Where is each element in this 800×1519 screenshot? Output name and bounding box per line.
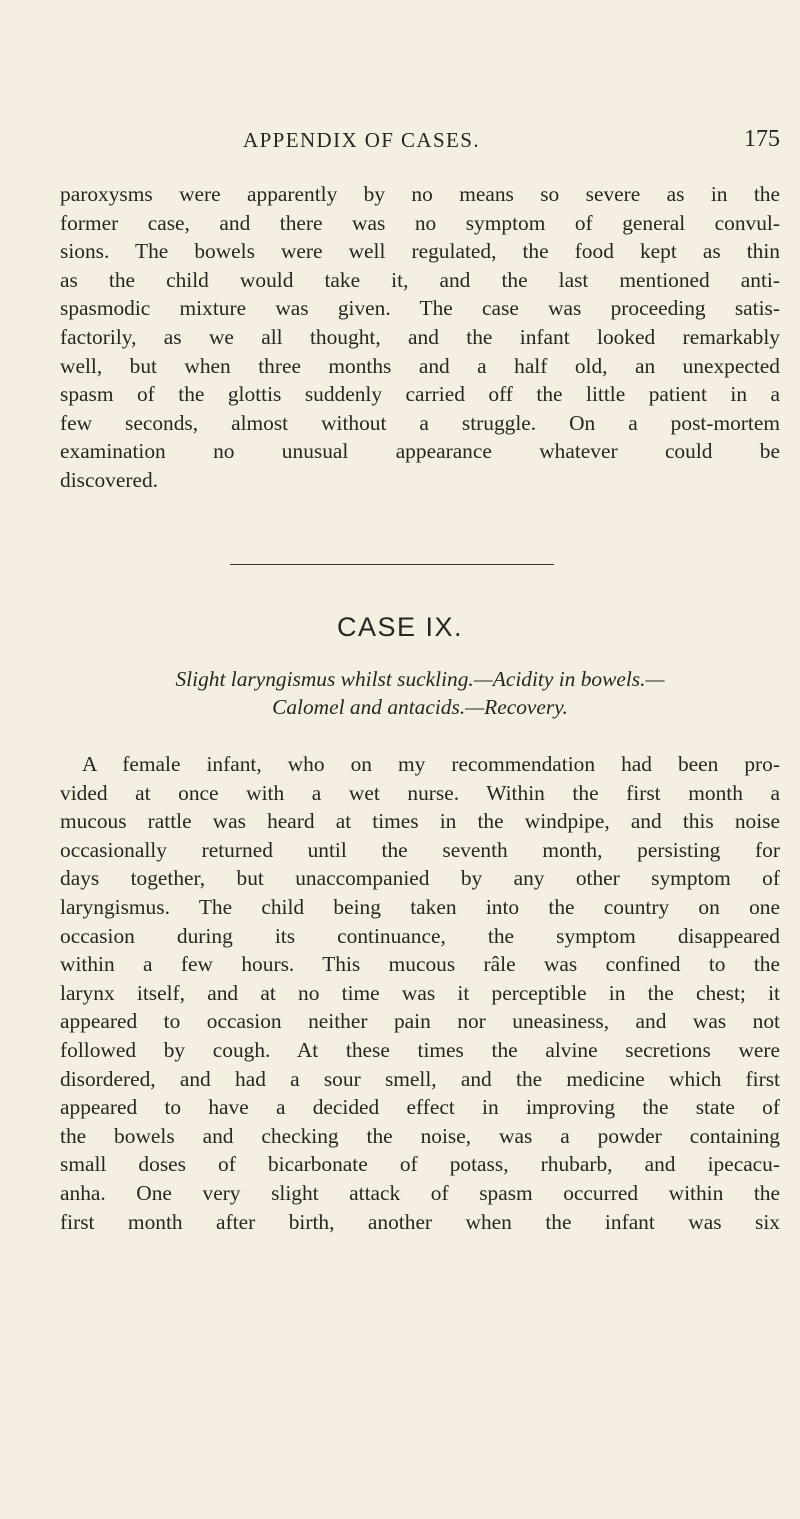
case-paragraph xyxy=(60,750,780,1236)
running-title: APPENDIX OF CASES. xyxy=(243,128,480,152)
text-line: occasion during its continuance, the symptom disappeared xyxy=(60,923,780,948)
section-divider xyxy=(230,564,554,565)
text-line: mucous rattle was heard at times in the windpipe, and this noise xyxy=(60,809,780,834)
text-line: followed by cough. At these times the alvine secretions were xyxy=(60,1037,780,1062)
text-line: well, but when three months and a half old, an unexpected xyxy=(60,353,780,378)
text-line: small doses of bicarbonate of potass, rhubarb, and ipecacu- xyxy=(60,1152,780,1177)
text-line: A female infant, who on my recommendation had been pro- xyxy=(82,752,780,776)
text-line: the bowels and checking the noise, was a powder containing xyxy=(60,1123,780,1148)
text-line: anha. One very slight attack of spasm occurred within the xyxy=(60,1180,780,1205)
text-line: sions. The bowels were well regulated, the food kept as thin xyxy=(60,239,780,264)
summary-line: Slight laryngismus whilst suckling.—Acidity in bowels.— xyxy=(175,667,665,691)
text-line: spasmodic mixture was given. The case was proceeding satis- xyxy=(60,296,780,321)
text-line: examination no unusual appearance whatever could be xyxy=(60,439,780,464)
summary-line: Calomel and antacids.—Recovery. xyxy=(272,695,568,719)
case-summary xyxy=(60,665,780,721)
text-line: days together, but unaccompanied by any other symptom of xyxy=(60,866,780,891)
text-line: former case, and there was no symptom of general convul- xyxy=(60,210,780,235)
text-line: spasm of the glottis suddenly carried off the little patient in a xyxy=(60,382,780,407)
text-line: appeared to have a decided effect in improving the state of xyxy=(60,1095,780,1120)
page-number: 175 xyxy=(744,126,780,152)
text-line: laryngismus. The child being taken into the country on one xyxy=(60,894,780,919)
paragraph-continuation xyxy=(60,180,780,495)
case-heading: CASE IX. xyxy=(336,612,464,642)
text-line: disordered, and had a sour smell, and the medicine which first xyxy=(60,1066,780,1091)
text-line: appeared to occasion neither pain nor uneasiness, and was not xyxy=(60,1009,780,1034)
text-line: discovered. xyxy=(60,467,159,492)
text-line: within a few hours. This mucous râle was confined to the xyxy=(60,952,780,977)
text-line: first month after birth, another when the infant was six xyxy=(60,1209,780,1234)
text-line: larynx itself, and at no time was it perceptible in the chest; it xyxy=(60,980,780,1005)
text-line: few seconds, almost without a struggle. On a post-mortem xyxy=(60,410,780,435)
text-line: vided at once with a wet nurse. Within the first month a xyxy=(60,780,780,805)
running-head xyxy=(60,128,780,158)
text-line: factorily, as we all thought, and the infant looked remarkably xyxy=(60,324,780,349)
text-line: occasionally returned until the seventh month, persisting for xyxy=(60,837,780,862)
text-line: as the child would take it, and the last mentioned anti- xyxy=(60,267,780,292)
text-line: paroxysms were apparently by no means so severe as in the xyxy=(60,182,780,206)
